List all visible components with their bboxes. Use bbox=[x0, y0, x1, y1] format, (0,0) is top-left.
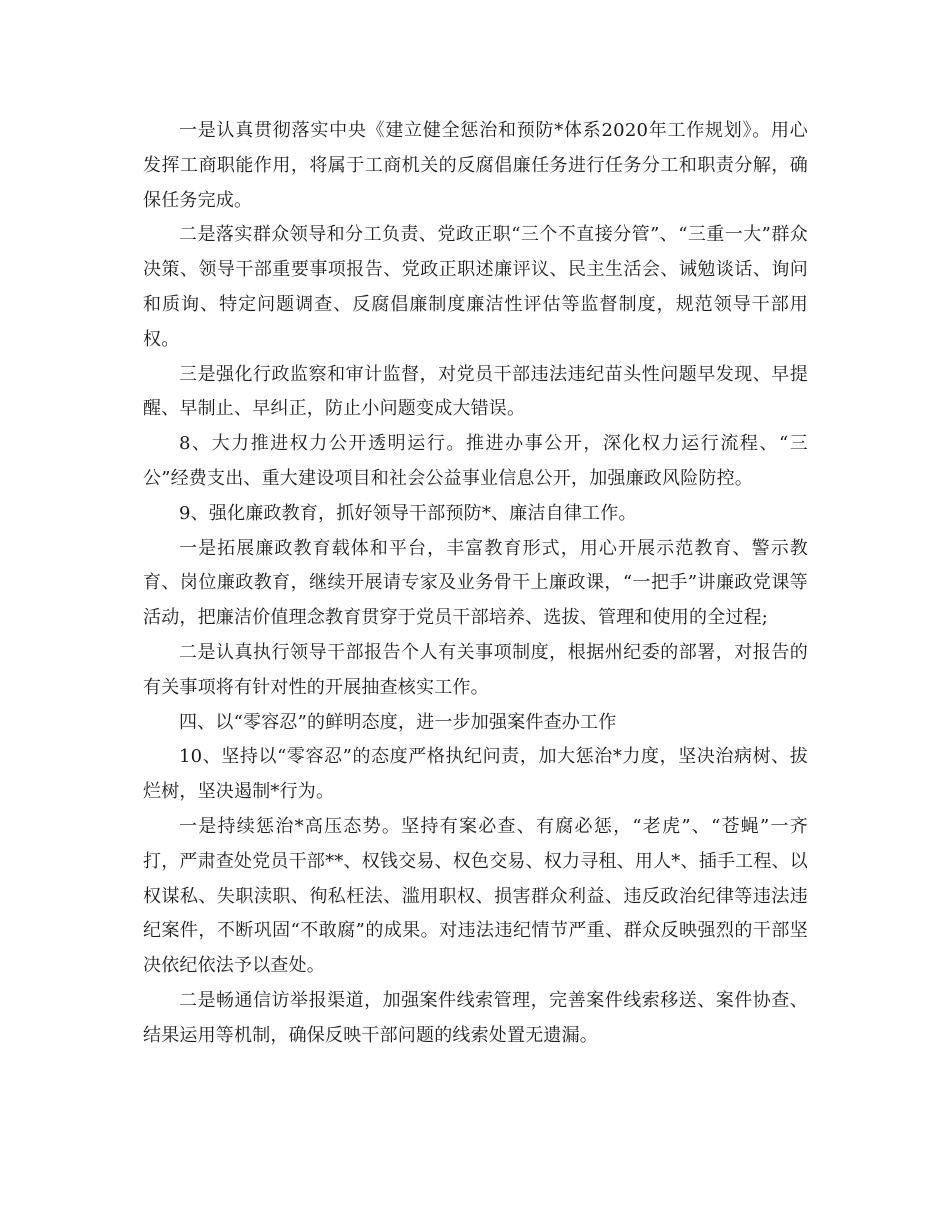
paragraph: 8、大力推进权力公开透明运行。推进办事公开，深化权力运行流程、“三公”经费支出、重大建设项目和社会公益事业信息公开，加强廉政风险防控。 bbox=[143, 433, 808, 489]
paragraph: 一是拓展廉政教育载体和平台，丰富教育形式，用心开展示范教育、警示教育、岗位廉政教育，继续开展请专家及业务骨干上廉政课，“一把手”讲廉政党课等活动，把廉洁价值理念教育贯穿于党员干部培养、选拔、管理和使用的全过程; bbox=[143, 537, 808, 629]
paragraph: 一是认真贯彻落实中央《建立健全惩治和预防*体系2020年工作规划》。用心发挥工商职能作用，将属于工商机关的反腐倡廉任务进行任务分工和职责分解，确保任务完成。 bbox=[143, 120, 808, 211]
paragraph: 二是落实群众领导和分工负责、党政正职“三个不直接分管”、“三重一大”群众决策、领导干部重要事项报告、党政正职述廉评议、民主生活会、诫勉谈话、询问和质询、特定问题调查、反腐倡廉制度廉洁性评估等监督制度，规范领导干部用权。 bbox=[143, 224, 808, 350]
paragraph: 一是持续惩治*高压态势。坚持有案必查、有腐必惩，“老虎”、“苍蝇”一齐打，严肃查处党员干部**、权钱交易、权色交易、权力寻租、用人*、插手工程、以权谋私、失职渎职、徇私枉法、滥用职权、损害群众利益、违反政治纪律等违法违纪案件，不断巩固“不敢腐”的成果。对违法违纪情节严重、群众反映强烈的干部坚决依纪依法予以查处。 bbox=[143, 815, 808, 977]
paragraph: 二是认真执行领导干部报告个人有关事项制度，根据州纪委的部署，对报告的有关事项将有针对性的开展抽查核实工作。 bbox=[143, 641, 808, 698]
paragraph: 9、强化廉政教育，抓好领导干部预防*、廉洁自律工作。 bbox=[179, 502, 637, 524]
paragraph: 二是畅通信访举报渠道，加强案件线索管理，完善案件线索移送、案件协查、结果运用等机制，确保反映干部问题的线索处置无遗漏。 bbox=[143, 989, 808, 1046]
paragraph: 10、坚持以“零容忍”的态度严格执纪问责，加大惩治*力度，坚决治病树、拔烂树，坚决遏制*行为。 bbox=[143, 746, 808, 803]
paragraph: 三是强化行政监察和审计监督，对党员干部违法违纪苗头性问题早发现、早提醒、早制止、早纠正，防止小问题变成大错误。 bbox=[143, 363, 808, 420]
document-body bbox=[143, 114, 808, 1054]
section-heading: 四、以“零容忍”的鲜明态度，进一步加强案件查办工作 bbox=[179, 711, 617, 733]
